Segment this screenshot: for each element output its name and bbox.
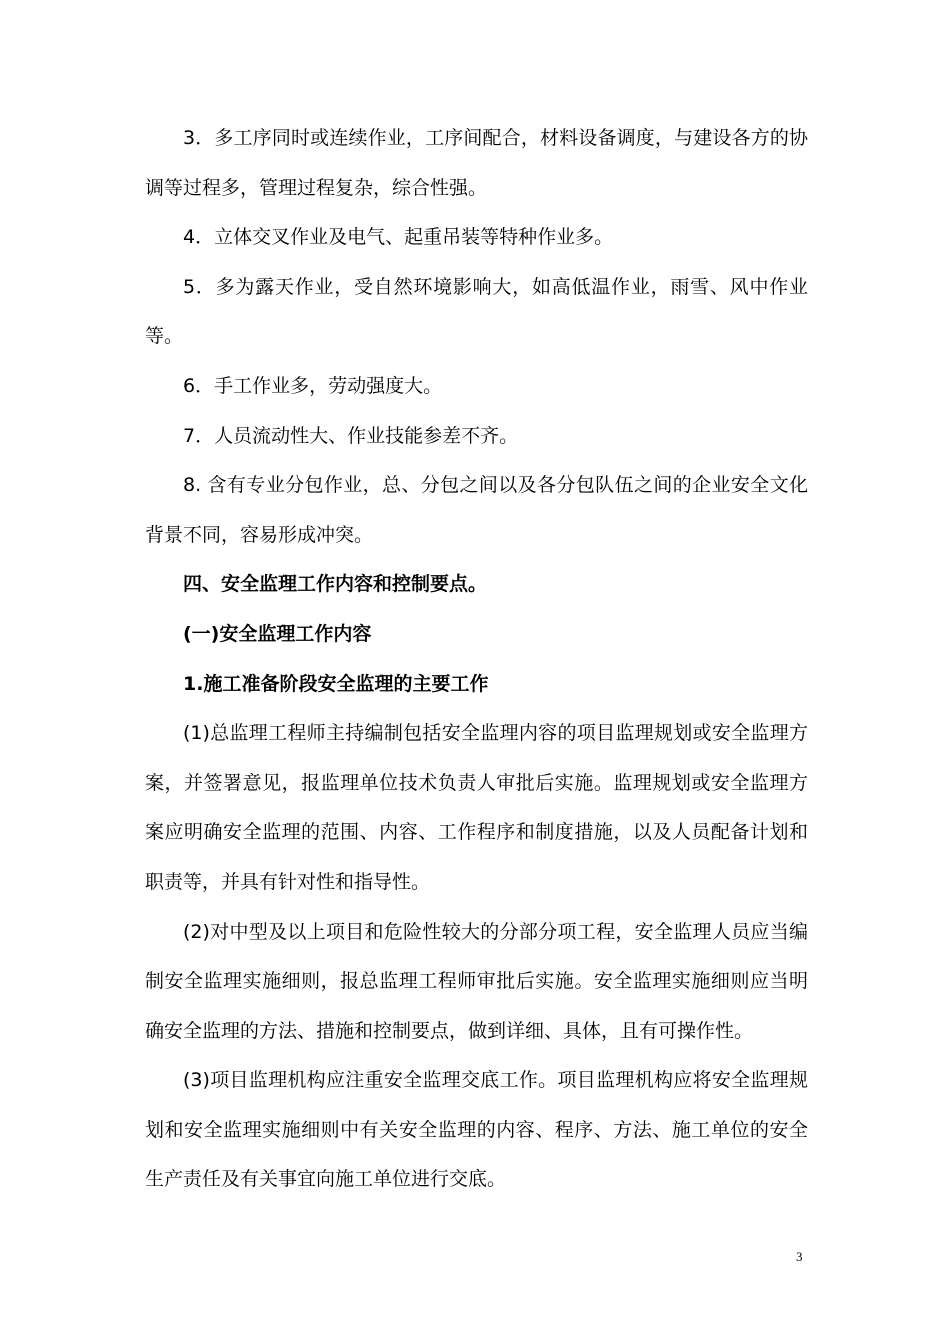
document-body [145, 114, 808, 1205]
paragraph-item-4: 4．立体交叉作业及电气、起重吊装等特种作业多。 [183, 226, 614, 249]
section-heading: 四、安全监理工作内容和控制要点。 [183, 573, 488, 596]
paragraph-item-8: 8. 含有专业分包作业，总、分包之间以及各分包队伍之间的企业安全文化背景不同，容易形成冲突。 [145, 474, 808, 546]
paragraph-sub-3: (3)项目监理机构应注重安全监理交底工作。项目监理机构应将安全监理规划和安全监理实施细则中有关安全监理的内容、程序、方法、施工单位的安全生产责任及有关事宜向施工单位进行交底。 [145, 1069, 808, 1191]
paragraph-item-6: 6．手工作业多，劳动强度大。 [183, 374, 443, 397]
paragraph-sub-1: (1)总监理工程师主持编制包括安全监理内容的项目监理规划或安全监理方案，并签署意见，报监理单位技术负责人审批后实施。监理规划或安全监理方案应明确安全监理的范围、内容、工作程序和制度措施，以及人员配备计划和职责等，并具有针对性和指导性。 [145, 722, 808, 893]
sub-subsection-heading: 1.施工准备阶段安全监理的主要工作 [183, 672, 489, 695]
subsection-heading: (一)安全监理工作内容 [183, 622, 372, 645]
paragraph-sub-2: (2)对中型及以上项目和危险性较大的分部分项工程，安全监理人员应当编制安全监理实施细则，报总监理工程师审批后实施。安全监理实施细则应当明确安全监理的方法、措施和控制要点，做到详细、具体，且有可操作性。 [145, 920, 808, 1042]
page-number: 3 [796, 1249, 803, 1264]
paragraph-item-5: 5．多为露天作业，受自然环境影响大，如高低温作业，雨雪、风中作业等。 [145, 275, 808, 348]
paragraph-item-3: 3．多工序同时或连续作业，工序间配合，材料设备调度，与建设各方的协调等过程多，管理过程复杂，综合性强。 [145, 127, 808, 199]
paragraph-item-7: 7．人员流动性大、作业技能参差不齐。 [183, 424, 519, 447]
